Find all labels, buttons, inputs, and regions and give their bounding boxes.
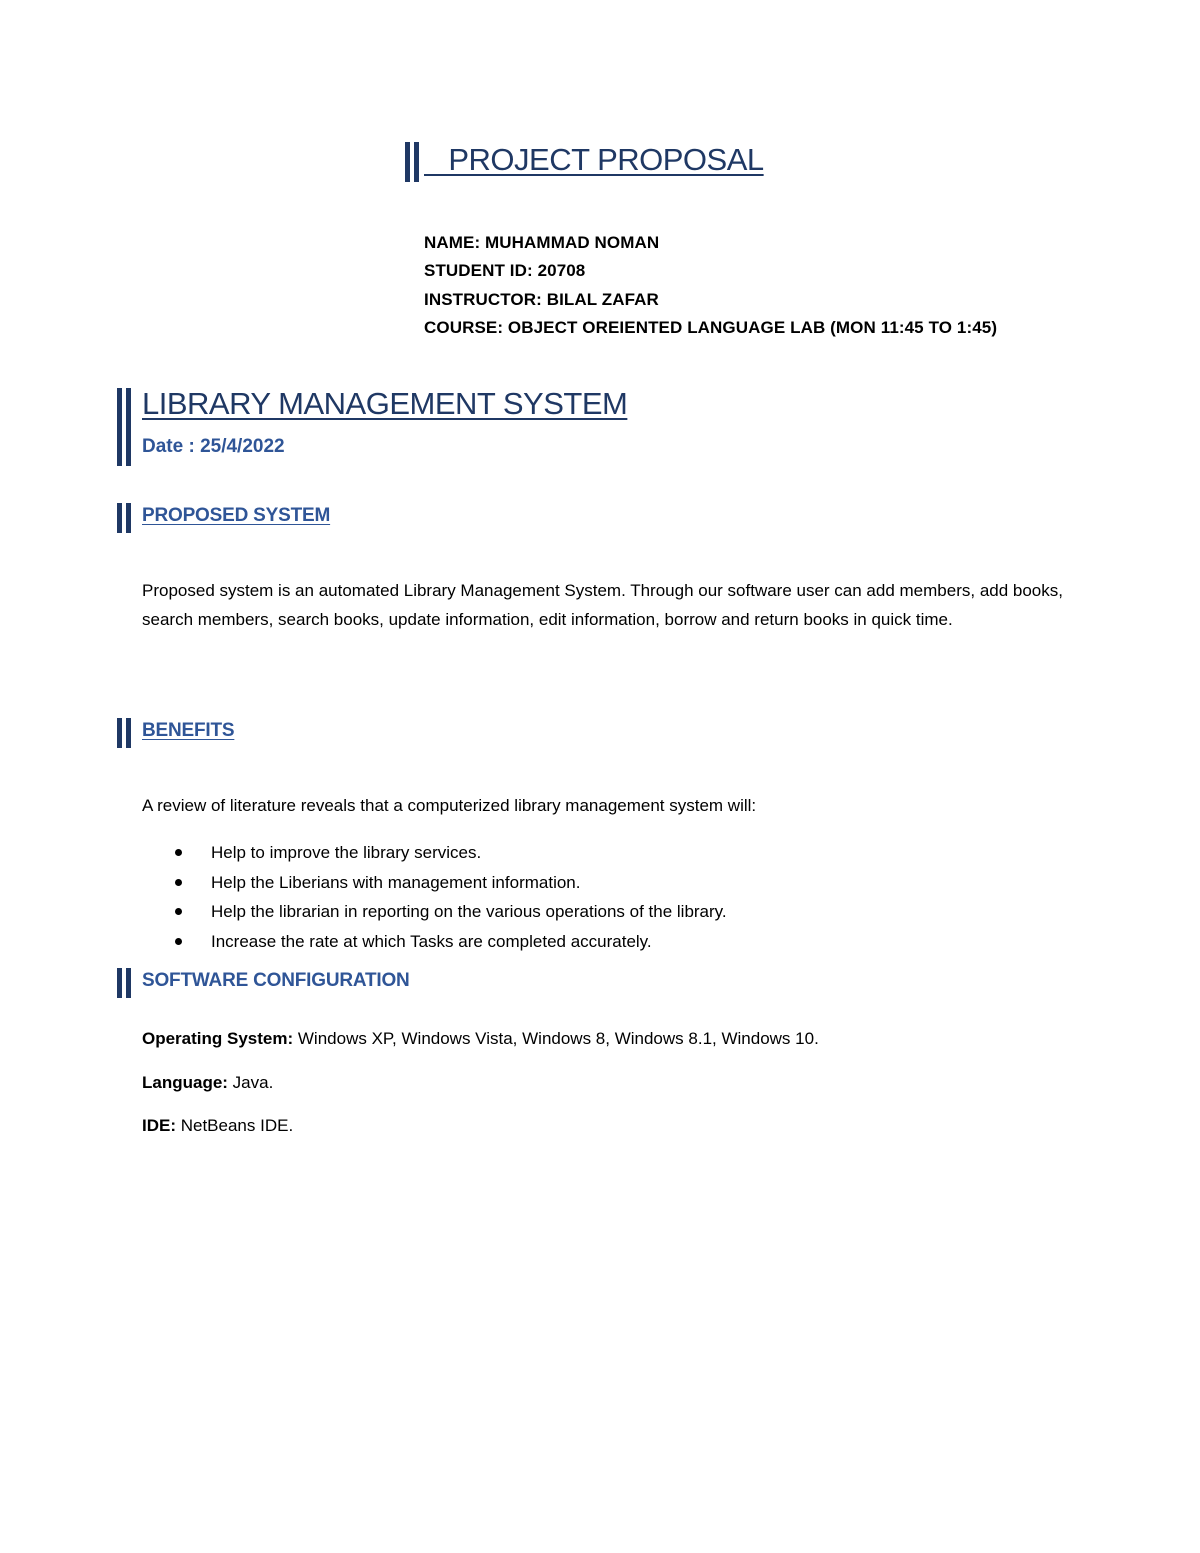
- student-id: STUDENT ID: 20708: [424, 261, 586, 281]
- double-bar-marker: [117, 968, 131, 998]
- ide-label: IDE:: [142, 1116, 176, 1135]
- double-bar-marker: [405, 142, 419, 182]
- proposed-system-heading: PROPOSED SYSTEM: [142, 505, 331, 526]
- bullet-icon: [175, 849, 182, 856]
- student-info: [424, 229, 997, 342]
- course: COURSE: OBJECT OREIENTED LANGUAGE LAB (MON 11:45 TO 1:45): [424, 317, 998, 337]
- ide-line: [142, 1116, 293, 1136]
- proposed-system-body: Proposed system is an automated Library Management System. Through our software user can add members, add books, search members, search books, update information, edit information, borrow and return books in quick time.: [142, 581, 1063, 629]
- document-title: LIBRARY MANAGEMENT SYSTEM: [142, 386, 628, 421]
- list-item: Help the Liberians with management information.: [142, 868, 727, 898]
- os-label: Operating System:: [142, 1029, 294, 1048]
- bullet-icon: [175, 938, 182, 945]
- document-date: Date : 25/4/2022: [142, 436, 285, 457]
- double-bar-marker: [117, 718, 131, 748]
- proposal-title: PROJECT PROPOSAL: [424, 142, 764, 177]
- instructor: INSTRUCTOR: BILAL ZAFAR: [424, 289, 659, 309]
- double-bar-marker: [117, 388, 131, 466]
- double-bar-marker: [117, 503, 131, 533]
- list-item: Help the librarian in reporting on the various operations of the library.: [142, 897, 727, 927]
- bullet-icon: [175, 908, 182, 915]
- ide-value: NetBeans IDE.: [176, 1116, 294, 1135]
- language-label: Language:: [142, 1073, 228, 1092]
- benefits-intro: A review of literature reveals that a computerized library management system will:: [142, 796, 757, 815]
- language-line: [142, 1073, 273, 1093]
- list-item: Help to improve the library services.: [142, 838, 727, 868]
- benefits-list: [142, 838, 727, 957]
- os-value: Windows XP, Windows Vista, Windows 8, Windows 8.1, Windows 10.: [293, 1029, 819, 1048]
- software-config-heading: SOFTWARE CONFIGURATION: [142, 970, 410, 991]
- language-value: Java.: [227, 1073, 274, 1092]
- student-name: NAME: MUHAMMAD NOMAN: [424, 233, 660, 252]
- list-item: Increase the rate at which Tasks are completed accurately.: [142, 927, 727, 957]
- bullet-icon: [175, 879, 182, 886]
- benefits-heading: BENEFITS: [142, 720, 235, 741]
- os-line: [142, 1029, 819, 1049]
